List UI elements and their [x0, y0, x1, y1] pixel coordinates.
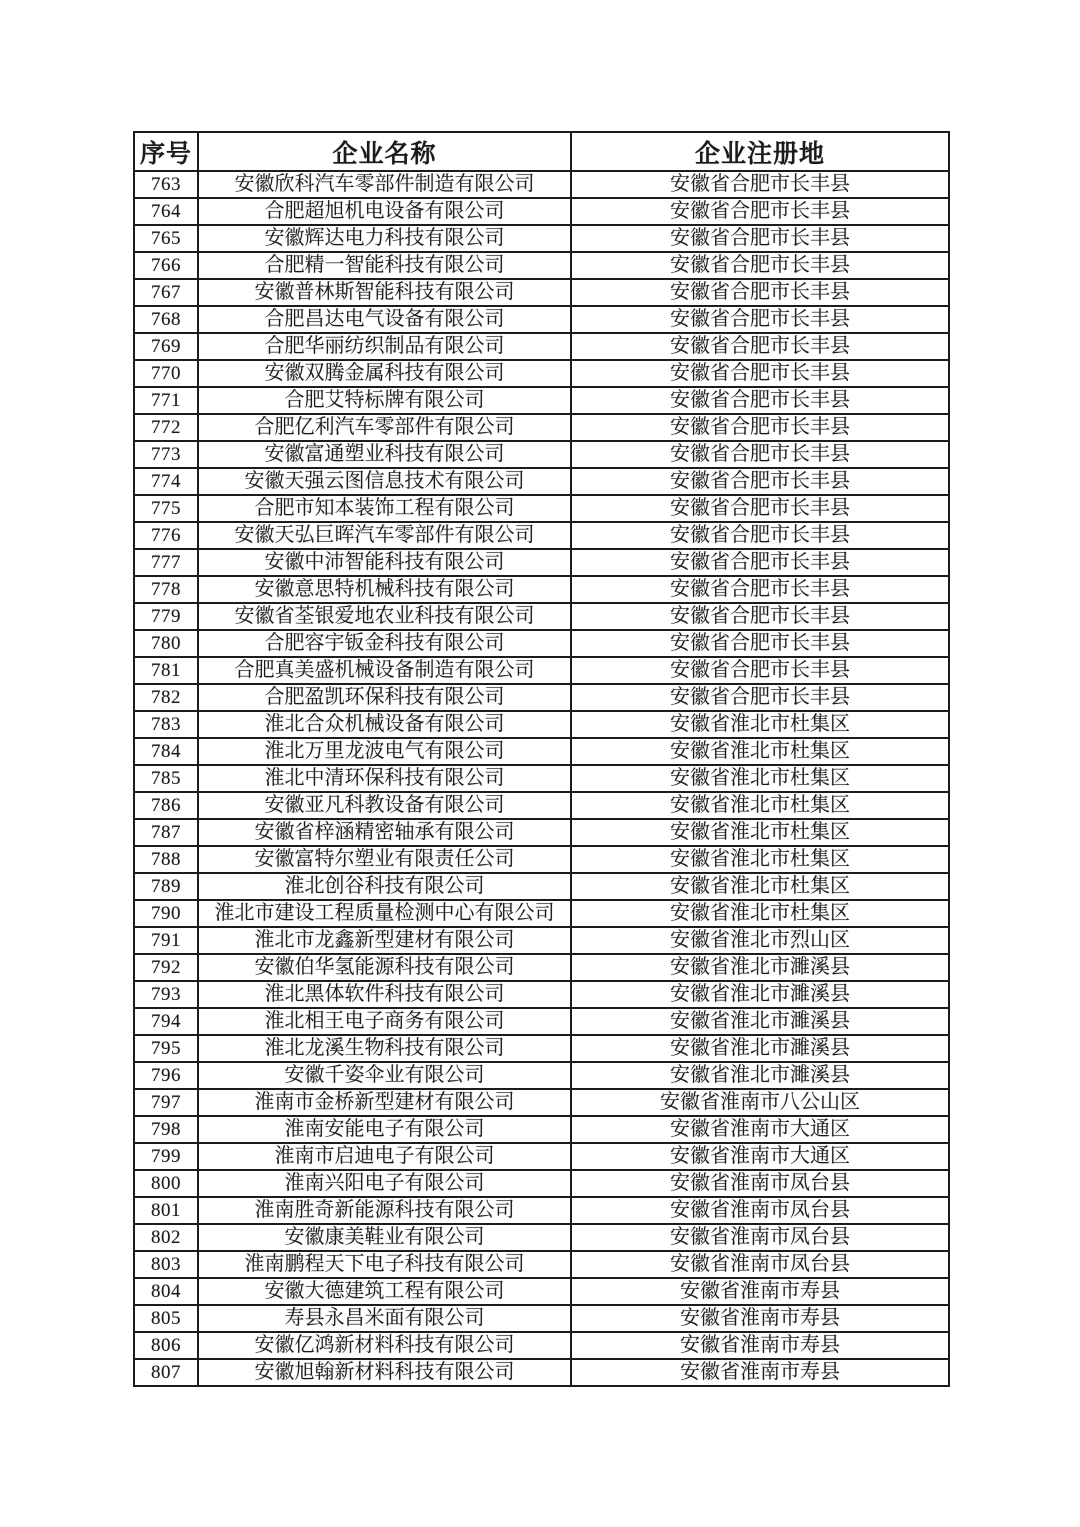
registration-place-cell: 安徽省合肥市长丰县: [571, 684, 949, 711]
table-row: [134, 1251, 949, 1278]
serial-number-cell: 780: [134, 630, 198, 657]
serial-number-cell: 778: [134, 576, 198, 603]
company-name-cell: 安徽富通塑业科技有限公司: [198, 441, 571, 468]
header-company-name: 企业名称: [198, 132, 571, 171]
company-name-cell: 合肥艾特标牌有限公司: [198, 387, 571, 414]
registration-place-cell: 安徽省淮北市杜集区: [571, 765, 949, 792]
registration-place-cell: 安徽省合肥市长丰县: [571, 171, 949, 198]
serial-number-cell: 766: [134, 252, 198, 279]
serial-number-cell: 793: [134, 981, 198, 1008]
registration-place-cell: 安徽省合肥市长丰县: [571, 549, 949, 576]
company-name-cell: 淮南兴阳电子有限公司: [198, 1170, 571, 1197]
serial-number-cell: 781: [134, 657, 198, 684]
table-row: [134, 1143, 949, 1170]
table-row: [134, 225, 949, 252]
table-row: [134, 927, 949, 954]
serial-number-cell: 801: [134, 1197, 198, 1224]
table-row: [134, 171, 949, 198]
serial-number-cell: 764: [134, 198, 198, 225]
registration-place-cell: 安徽省合肥市长丰县: [571, 657, 949, 684]
serial-number-cell: 788: [134, 846, 198, 873]
serial-number-cell: 791: [134, 927, 198, 954]
table-row: [134, 1197, 949, 1224]
table-row: [134, 630, 949, 657]
registration-place-cell: 安徽省淮南市寿县: [571, 1278, 949, 1305]
serial-number-cell: 763: [134, 171, 198, 198]
table-row: [134, 954, 949, 981]
company-name-cell: 安徽省梓涵精密轴承有限公司: [198, 819, 571, 846]
company-name-cell: 安徽千姿伞业有限公司: [198, 1062, 571, 1089]
table-row: [134, 873, 949, 900]
registration-place-cell: 安徽省淮南市凤台县: [571, 1197, 949, 1224]
company-name-cell: 安徽意思特机械科技有限公司: [198, 576, 571, 603]
registration-place-cell: 安徽省合肥市长丰县: [571, 441, 949, 468]
company-name-cell: 安徽旭翰新材料科技有限公司: [198, 1359, 571, 1386]
company-name-cell: 安徽大德建筑工程有限公司: [198, 1278, 571, 1305]
serial-number-cell: 789: [134, 873, 198, 900]
table-row: [134, 252, 949, 279]
table-row: [134, 846, 949, 873]
company-name-cell: 淮南胜奇新能源科技有限公司: [198, 1197, 571, 1224]
registration-place-cell: 安徽省淮北市濉溪县: [571, 954, 949, 981]
serial-number-cell: 807: [134, 1359, 198, 1386]
table-header: [134, 132, 949, 171]
registration-place-cell: 安徽省淮北市濉溪县: [571, 1008, 949, 1035]
company-name-cell: 淮北万里龙波电气有限公司: [198, 738, 571, 765]
company-name-cell: 合肥盈凯环保科技有限公司: [198, 684, 571, 711]
serial-number-cell: 782: [134, 684, 198, 711]
table-row: [134, 387, 949, 414]
serial-number-cell: 776: [134, 522, 198, 549]
header-row: [134, 132, 949, 171]
table-row: [134, 981, 949, 1008]
company-name-cell: 安徽欣科汽车零部件制造有限公司: [198, 171, 571, 198]
company-name-cell: 淮北黑体软件科技有限公司: [198, 981, 571, 1008]
company-name-cell: 安徽双腾金属科技有限公司: [198, 360, 571, 387]
registration-place-cell: 安徽省淮北市濉溪县: [571, 1035, 949, 1062]
serial-number-cell: 800: [134, 1170, 198, 1197]
registration-place-cell: 安徽省淮北市杜集区: [571, 873, 949, 900]
registration-place-cell: 安徽省淮南市凤台县: [571, 1224, 949, 1251]
registration-place-cell: 安徽省合肥市长丰县: [571, 576, 949, 603]
serial-number-cell: 783: [134, 711, 198, 738]
company-name-cell: 安徽富特尔塑业有限责任公司: [198, 846, 571, 873]
registration-place-cell: 安徽省淮南市寿县: [571, 1332, 949, 1359]
company-name-cell: 淮北合众机械设备有限公司: [198, 711, 571, 738]
company-name-cell: 淮北龙溪生物科技有限公司: [198, 1035, 571, 1062]
company-name-cell: 安徽康美鞋业有限公司: [198, 1224, 571, 1251]
table-row: [134, 279, 949, 306]
serial-number-cell: 795: [134, 1035, 198, 1062]
serial-number-cell: 799: [134, 1143, 198, 1170]
table-row: [134, 765, 949, 792]
header-serial-number: 序号: [134, 132, 198, 171]
registration-place-cell: 安徽省合肥市长丰县: [571, 495, 949, 522]
table-row: [134, 468, 949, 495]
company-name-cell: 淮北相王电子商务有限公司: [198, 1008, 571, 1035]
serial-number-cell: 802: [134, 1224, 198, 1251]
registration-place-cell: 安徽省合肥市长丰县: [571, 333, 949, 360]
serial-number-cell: 774: [134, 468, 198, 495]
serial-number-cell: 769: [134, 333, 198, 360]
serial-number-cell: 806: [134, 1332, 198, 1359]
table-row: [134, 441, 949, 468]
registration-place-cell: 安徽省淮南市八公山区: [571, 1089, 949, 1116]
company-name-cell: 淮北创谷科技有限公司: [198, 873, 571, 900]
registration-place-cell: 安徽省淮北市杜集区: [571, 792, 949, 819]
company-name-cell: 安徽亿鸿新材料科技有限公司: [198, 1332, 571, 1359]
table-row: [134, 522, 949, 549]
registration-place-cell: 安徽省淮北市杜集区: [571, 819, 949, 846]
table-row: [134, 1170, 949, 1197]
table-body: [134, 171, 949, 1386]
company-name-cell: 安徽伯华氢能源科技有限公司: [198, 954, 571, 981]
registration-place-cell: 安徽省淮北市杜集区: [571, 846, 949, 873]
registration-place-cell: 安徽省合肥市长丰县: [571, 198, 949, 225]
registration-place-cell: 安徽省合肥市长丰县: [571, 387, 949, 414]
company-name-cell: 合肥亿利汽车零部件有限公司: [198, 414, 571, 441]
header-registration-place: 企业注册地: [571, 132, 949, 171]
registration-place-cell: 安徽省淮北市濉溪县: [571, 1062, 949, 1089]
company-name-cell: 合肥超旭机电设备有限公司: [198, 198, 571, 225]
table-row: [134, 495, 949, 522]
table-row: [134, 1332, 949, 1359]
serial-number-cell: 790: [134, 900, 198, 927]
company-name-cell: 淮北中清环保科技有限公司: [198, 765, 571, 792]
registration-place-cell: 安徽省合肥市长丰县: [571, 414, 949, 441]
serial-number-cell: 772: [134, 414, 198, 441]
company-name-cell: 安徽普林斯智能科技有限公司: [198, 279, 571, 306]
serial-number-cell: 765: [134, 225, 198, 252]
serial-number-cell: 803: [134, 1251, 198, 1278]
registration-place-cell: 安徽省淮南市寿县: [571, 1305, 949, 1332]
table-row: [134, 576, 949, 603]
table-row: [134, 603, 949, 630]
serial-number-cell: 797: [134, 1089, 198, 1116]
company-name-cell: 安徽亚凡科教设备有限公司: [198, 792, 571, 819]
company-name-cell: 合肥容宇钣金科技有限公司: [198, 630, 571, 657]
table-row: [134, 792, 949, 819]
serial-number-cell: 805: [134, 1305, 198, 1332]
serial-number-cell: 786: [134, 792, 198, 819]
company-name-cell: 淮南市金桥新型建材有限公司: [198, 1089, 571, 1116]
serial-number-cell: 770: [134, 360, 198, 387]
company-name-cell: 安徽天强云图信息技术有限公司: [198, 468, 571, 495]
company-name-cell: 安徽省荃银爱地农业科技有限公司: [198, 603, 571, 630]
registration-place-cell: 安徽省合肥市长丰县: [571, 360, 949, 387]
registration-place-cell: 安徽省淮北市杜集区: [571, 711, 949, 738]
registration-place-cell: 安徽省淮北市濉溪县: [571, 981, 949, 1008]
table-row: [134, 1089, 949, 1116]
serial-number-cell: 773: [134, 441, 198, 468]
registration-place-cell: 安徽省淮北市杜集区: [571, 900, 949, 927]
company-name-cell: 淮南市启迪电子有限公司: [198, 1143, 571, 1170]
table-row: [134, 198, 949, 225]
serial-number-cell: 796: [134, 1062, 198, 1089]
registration-place-cell: 安徽省合肥市长丰县: [571, 630, 949, 657]
table-row: [134, 711, 949, 738]
company-table: [133, 131, 950, 1387]
registration-place-cell: 安徽省合肥市长丰县: [571, 603, 949, 630]
registration-place-cell: 安徽省淮南市寿县: [571, 1359, 949, 1386]
company-name-cell: 淮南安能电子有限公司: [198, 1116, 571, 1143]
company-name-cell: 合肥华丽纺织制品有限公司: [198, 333, 571, 360]
serial-number-cell: 775: [134, 495, 198, 522]
registration-place-cell: 安徽省合肥市长丰县: [571, 306, 949, 333]
table-row: [134, 1305, 949, 1332]
serial-number-cell: 768: [134, 306, 198, 333]
table-row: [134, 1008, 949, 1035]
company-name-cell: 淮北市龙鑫新型建材有限公司: [198, 927, 571, 954]
table-row: [134, 1359, 949, 1386]
table-row: [134, 1035, 949, 1062]
table-row: [134, 360, 949, 387]
registration-place-cell: 安徽省淮南市大通区: [571, 1116, 949, 1143]
company-name-cell: 合肥市知本装饰工程有限公司: [198, 495, 571, 522]
serial-number-cell: 767: [134, 279, 198, 306]
table-row: [134, 1224, 949, 1251]
table-row: [134, 1116, 949, 1143]
table-row: [134, 819, 949, 846]
table-row: [134, 1062, 949, 1089]
serial-number-cell: 777: [134, 549, 198, 576]
company-name-cell: 安徽辉达电力科技有限公司: [198, 225, 571, 252]
table-row: [134, 900, 949, 927]
company-name-cell: 安徽天弘巨晖汽车零部件有限公司: [198, 522, 571, 549]
table-row: [134, 549, 949, 576]
company-name-cell: 合肥真美盛机械设备制造有限公司: [198, 657, 571, 684]
company-name-cell: 寿县永昌米面有限公司: [198, 1305, 571, 1332]
serial-number-cell: 804: [134, 1278, 198, 1305]
table-row: [134, 684, 949, 711]
serial-number-cell: 798: [134, 1116, 198, 1143]
registration-place-cell: 安徽省合肥市长丰县: [571, 279, 949, 306]
registration-place-cell: 安徽省合肥市长丰县: [571, 468, 949, 495]
registration-place-cell: 安徽省合肥市长丰县: [571, 252, 949, 279]
serial-number-cell: 784: [134, 738, 198, 765]
registration-place-cell: 安徽省淮南市大通区: [571, 1143, 949, 1170]
table-row: [134, 1278, 949, 1305]
serial-number-cell: 794: [134, 1008, 198, 1035]
company-name-cell: 合肥昌达电气设备有限公司: [198, 306, 571, 333]
serial-number-cell: 792: [134, 954, 198, 981]
company-name-cell: 淮北市建设工程质量检测中心有限公司: [198, 900, 571, 927]
table-row: [134, 657, 949, 684]
registration-place-cell: 安徽省淮北市烈山区: [571, 927, 949, 954]
company-name-cell: 安徽中沛智能科技有限公司: [198, 549, 571, 576]
company-name-cell: 淮南鹏程天下电子科技有限公司: [198, 1251, 571, 1278]
serial-number-cell: 785: [134, 765, 198, 792]
registration-place-cell: 安徽省合肥市长丰县: [571, 225, 949, 252]
serial-number-cell: 787: [134, 819, 198, 846]
table-row: [134, 738, 949, 765]
serial-number-cell: 779: [134, 603, 198, 630]
serial-number-cell: 771: [134, 387, 198, 414]
table-row: [134, 414, 949, 441]
table-row: [134, 333, 949, 360]
registration-place-cell: 安徽省淮北市杜集区: [571, 738, 949, 765]
company-name-cell: 合肥精一智能科技有限公司: [198, 252, 571, 279]
table-row: [134, 306, 949, 333]
registration-place-cell: 安徽省淮南市凤台县: [571, 1251, 949, 1278]
registration-place-cell: 安徽省淮南市凤台县: [571, 1170, 949, 1197]
registration-place-cell: 安徽省合肥市长丰县: [571, 522, 949, 549]
